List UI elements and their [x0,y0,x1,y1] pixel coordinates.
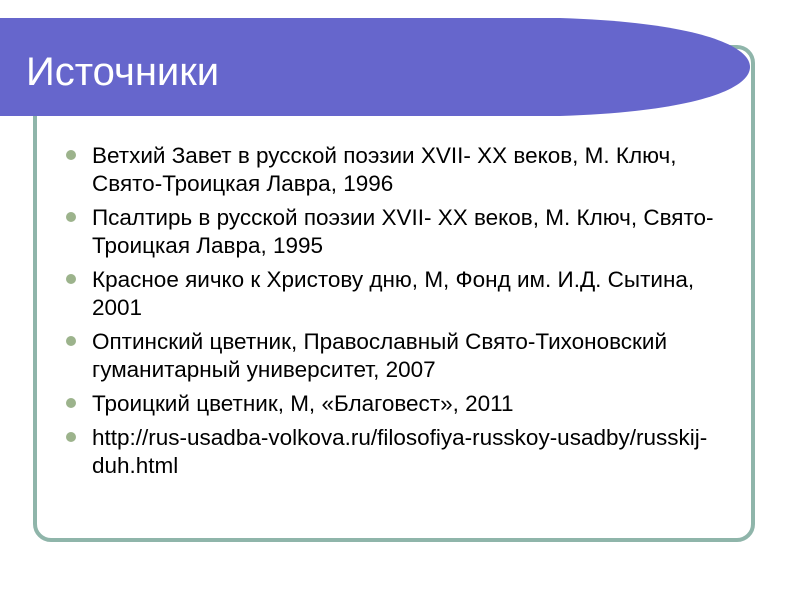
bullet-marker [66,274,76,284]
bullet-list [66,142,736,486]
bullet-item [66,266,736,322]
bullet-text: Красное яичко к Христову дню, М, Фонд им. И.Д. Сытина, 2001 [92,267,695,320]
bullet-marker [66,336,76,346]
bullet-marker [66,398,76,408]
source-url-link[interactable]: http://rus-usadba-volkova.ru/filosofiya-russkoy-usadby/russkij-duh.html [92,425,708,478]
bullet-item [66,142,736,198]
bullet-marker [66,432,76,442]
bullet-item-link[interactable] [66,424,736,480]
bullet-text: Оптинский цветник, Православный Свято-Тихоновский гуманитарный университет, 2007 [92,329,668,382]
bullet-text: Ветхий Завет в русской поэзии XVII- XX веков, М. Ключ, Свято-Троицкая Лавра, 1996 [92,143,677,196]
bullet-item [66,204,736,260]
bullet-item [66,390,736,418]
bullet-marker [66,212,76,222]
bullet-item [66,328,736,384]
bullet-text: Псалтирь в русской поэзии XVII- XX веков, М. Ключ, Свято-Троицкая Лавра, 1995 [92,205,714,258]
bullet-text: Троицкий цветник, М, «Благовест», 2011 [92,391,514,416]
bullet-marker [66,150,76,160]
title-banner [0,18,750,116]
slide-title: Источники [26,50,220,94]
